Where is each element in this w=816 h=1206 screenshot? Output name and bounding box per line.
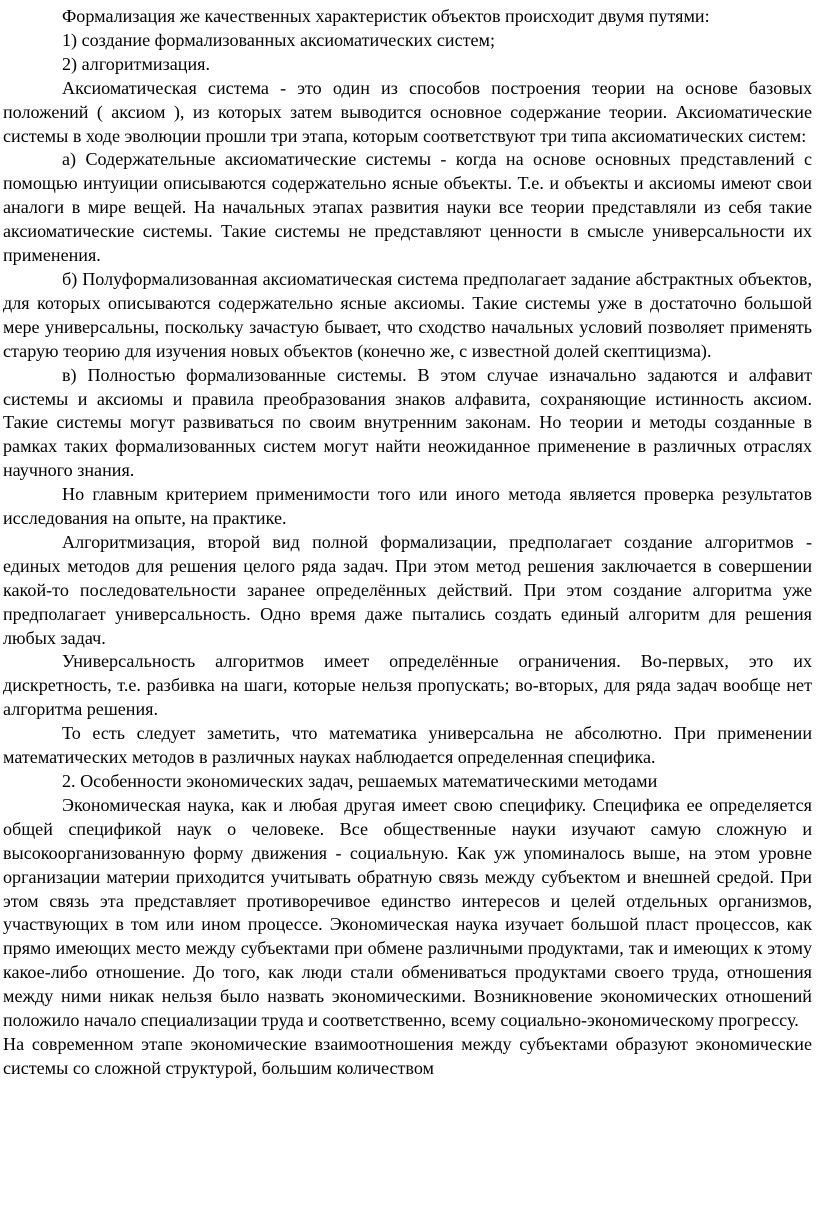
list-item-formal-systems: 1) создание формализованных аксиоматических систем; [62, 29, 496, 50]
list-item-algorithmization: 2) алгоритмизация. [62, 53, 210, 74]
paragraph-main-criterion: Но главным критерием применимости того или иного метода является проверка результатов исследования на опыте, на практике. [3, 484, 812, 529]
paragraph-algorithmization: Алгоритмизация, второй вид полной формализации, предполагает создание алгоритмов - единых методов для решения целого ряда задач. При этом метод решения заключается в совершении какой-то последовательности заранее определённых действий. При этом создание алгоритма уже предполагает универсальность. Одно время даже пытались создать единый алгоритм для решения любых задач. [3, 531, 812, 648]
section-heading: 2. Особенности экономических задач, решаемых математическими методами [62, 771, 658, 791]
paragraph-economics: Экономическая наука, как и любая другая имеет свою специфику. Специфика ее определяется общей спецификой наук о человеке. Все общественные науки изучают самую сложную и высокоорганизованную форму движения - социальную. Как уж упоминалось выше, на этом уровне организации материи приходится учитывать обратную связь между субъектом и внешней средой. При этом связь эта представляет противоречивое единство интересов и целей отдельных организмов, участвующих в том или ином процессе. Экономическая наука изучает большой пласт процессов, как прямо имеющих место между субъектами при обмене различными продуктами, так и имеющих к этому какое-либо отношение. До того, как люди стали обмениваться продуктами своего труда, отношения между ними никак нельзя было назвать экономическими. Возникновение экономических отношений положило начало специализации труда и соответственно, всему социально-экономическому прогрессу. [3, 794, 812, 1031]
paragraph-universality: Универсальность алгоритмов имеет определённые ограничения. Во-первых, это их дискретность, т.е. разбивка на шаги, которые нельзя пропускать; во-вторых, для ряда задач вообще нет алгоритма решения. [3, 651, 812, 720]
paragraph-type-a: а) Содержательные аксиоматические системы - когда на основе основных представлений с помощью интуиции описываются содержательно ясные объекты. Т.е. и объекты и аксиомы имеют свои аналоги в мире вещей. На начальных этапах развития науки все теории представляли из себя такие аксиоматические системы. Такие системы не представляют ценности в смысле универсальности их применения. [3, 149, 812, 266]
paragraph-axiomatic-system: Аксиоматическая система - это один из способов построения теории на основе базовых положений ( аксиом ), из которых затем выводится основное содержание теории. Аксиоматические системы в ходе эволюции прошли три этапа, которым соответствуют три типа аксиоматических систем: [3, 77, 812, 146]
paragraph-math-specifics: То есть следует заметить, что математика универсальна не абсолютно. При применении математических методов в различных науках наблюдается определенная специфика. [3, 723, 812, 768]
paragraph-type-b: б) Полуформализованная аксиоматическая система предполагает задание абстрактных объектов, для которых описываются содержательно ясные аксиомы. Такие системы уже в достаточно большой мере универсальны, поскольку зачастую бывает, что сходство начальных условий позволяет применять старую теорию для изучения новых объектов (конечно же, с известной долей скептицизма). [3, 268, 812, 361]
paragraph-intro: Формализация же качественных характеристик объектов происходит двумя путями: [62, 6, 710, 26]
paragraph-type-c: в) Полностью формализованные системы. В этом случае изначально задаются и алфавит системы и аксиомы и правила преобразования знаков алфавита, сохраняющие истинность аксиом. Такие системы могут развиваться по своим внутренним законам. Но теории и методы созданные в рамках таких формализованных систем могут найти неожиданное применение в различных отраслях научного знания. [3, 364, 812, 481]
paragraph-modern-stage: На современном этапе экономические взаимоотношения между субъектами образуют экономические системы со сложной структурой, большим количеством [3, 1033, 812, 1078]
